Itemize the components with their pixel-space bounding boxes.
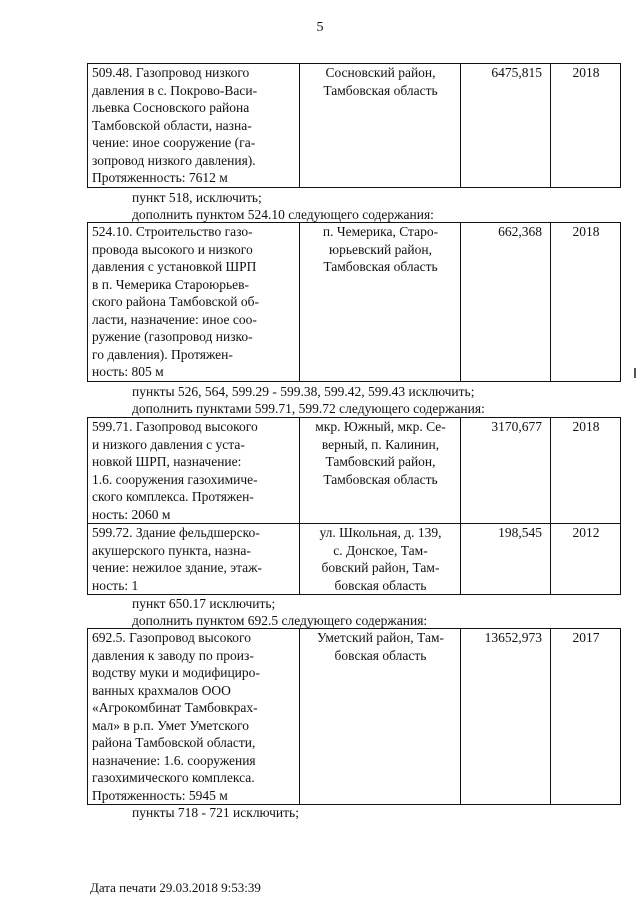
object-description-cell [88,524,300,595]
object-description-cell [88,418,300,524]
year-cell: 2018 [551,223,621,382]
desc-line: давления с установкой ШРП [92,259,257,274]
loc-line: мкр. Южный, мкр. Се- [315,419,446,434]
location-cell [300,64,461,188]
loc-line: Тамбовский район, [325,454,436,469]
loc-line: Тамбовская область [323,471,438,487]
desc-line: 599.72. Здание фельдшерско- [92,525,260,540]
desc-line: ского комплекса. Протяжен- [92,489,254,504]
year-cell: 2017 [551,629,621,805]
desc-line: мал» в р.п. Умет Уметского [92,717,249,733]
loc-line: бовская область [334,647,427,663]
loc-line: Сосновский район, [325,65,436,80]
object-description-cell [88,64,300,188]
desc-line: зопровод низкого давления). [92,152,256,168]
location-cell [300,524,461,595]
page-number: 5 [316,20,324,35]
table-row [88,524,621,595]
desc-line: новкой ШРП, назначение: [92,454,242,469]
desc-line: чение: нежилое здание, этаж- [92,560,262,575]
instruction-line: пункт 518, исключить; [132,190,262,205]
desc-line: акушерского пункта, назна- [92,542,251,558]
table-row [88,418,621,524]
instruction-line: пункт 650.17 исключить; [132,596,276,611]
loc-line: ул. Школьная, д. 139, [319,525,442,540]
desc-line: чение: иное сооружение (га- [92,135,256,150]
desc-line: Протяженность: 5945 м [92,787,228,803]
desc-line: го давления). Протяжен- [92,346,233,362]
loc-line: с. Донское, Там- [333,542,428,558]
instruction-line: дополнить пунктами 599.71, 599.72 следующего содержания: [132,401,485,416]
desc-line: 524.10. Строительство газо- [92,224,253,239]
desc-line: 509.48. Газопровод низкого [92,65,250,80]
loc-line: бовская область [334,577,427,593]
loc-line: юрьевский район, [329,241,432,257]
loc-line: п. Чемерика, Старо- [322,224,439,239]
desc-line: ского района Тамбовской об- [92,294,259,309]
object-description-cell [88,629,300,805]
instruction-line: дополнить пунктом 692.5 следующего содержания: [132,613,428,628]
desc-line: Протяженность: 7612 м [92,170,228,185]
table-block-692-5 [87,628,605,805]
register-table [87,222,621,382]
location-cell [300,629,461,805]
desc-line: давления к заводу по произ- [92,647,254,663]
register-table [87,628,621,805]
table-block-524-10 [87,222,605,382]
value-cell: 13652,973 [461,629,551,805]
year-cell: 2018 [551,418,621,524]
instruction-line: дополнить пунктом 524.10 следующего содержания: [132,207,434,222]
desc-line: 692.5. Газопровод высокого [92,630,251,645]
print-date-footer: Дата печати 29.03.2018 9:53:39 [90,880,261,895]
instruction-line: пункты 718 - 721 исключить; [132,805,299,820]
desc-line: ружение (газопровод низко- [92,329,253,344]
loc-line: Тамбовская область [323,259,438,274]
value-cell: 3170,677 [461,418,551,524]
desc-line: льевка Сосновского района [92,100,250,115]
year-cell: 2018 [551,64,621,188]
desc-line: ванных крахмалов ООО [92,682,231,698]
desc-line: водству муки и модифициро- [92,665,260,680]
register-table [87,63,621,188]
desc-line: назначение: 1.6. сооружения [92,752,256,768]
desc-line: 599.71. Газопровод высокого [92,419,258,434]
object-description-cell [88,223,300,382]
loc-line: бовский район, Там- [321,560,440,575]
table-block-509-48 [87,63,605,188]
desc-line: давления в с. Покрово-Васи- [92,82,258,98]
desc-line: ность: 805 м [92,364,164,379]
loc-line: Уметский район, Там- [317,630,444,645]
year-cell: 2012 [551,524,621,595]
desc-line: газохимического комплекса. [92,770,255,785]
value-cell: 6475,815 [461,64,551,188]
table-row [88,629,621,805]
scan-artifact [634,368,636,378]
table-row [88,223,621,382]
desc-line: в п. Чемерика Староюрьев- [92,276,249,292]
desc-line: ность: 2060 м [92,506,171,522]
desc-line: и низкого давления с уста- [92,436,245,452]
loc-line: Тамбовская область [323,82,438,98]
desc-line: «Агрокомбинат Тамбовкрах- [92,700,258,715]
loc-line: верный, п. Калинин, [321,436,440,452]
desc-line: ласти, назначение: иное соо- [92,311,257,327]
desc-line: Тамбовской области, назна- [92,117,252,133]
location-cell [300,418,461,524]
register-table [87,417,621,595]
desc-line: 1.6. сооружения газохимиче- [92,471,258,487]
desc-line: провода высокого и низкого [92,241,253,257]
instruction-line: пункты 526, 564, 599.29 - 599.38, 599.42, 599.43 исключить; [132,384,475,399]
table-block-599 [87,417,605,595]
desc-line: ность: 1 [92,577,139,593]
value-cell: 662,368 [461,223,551,382]
desc-line: района Тамбовской области, [92,735,256,750]
table-row [88,64,621,188]
value-cell: 198,545 [461,524,551,595]
location-cell [300,223,461,382]
